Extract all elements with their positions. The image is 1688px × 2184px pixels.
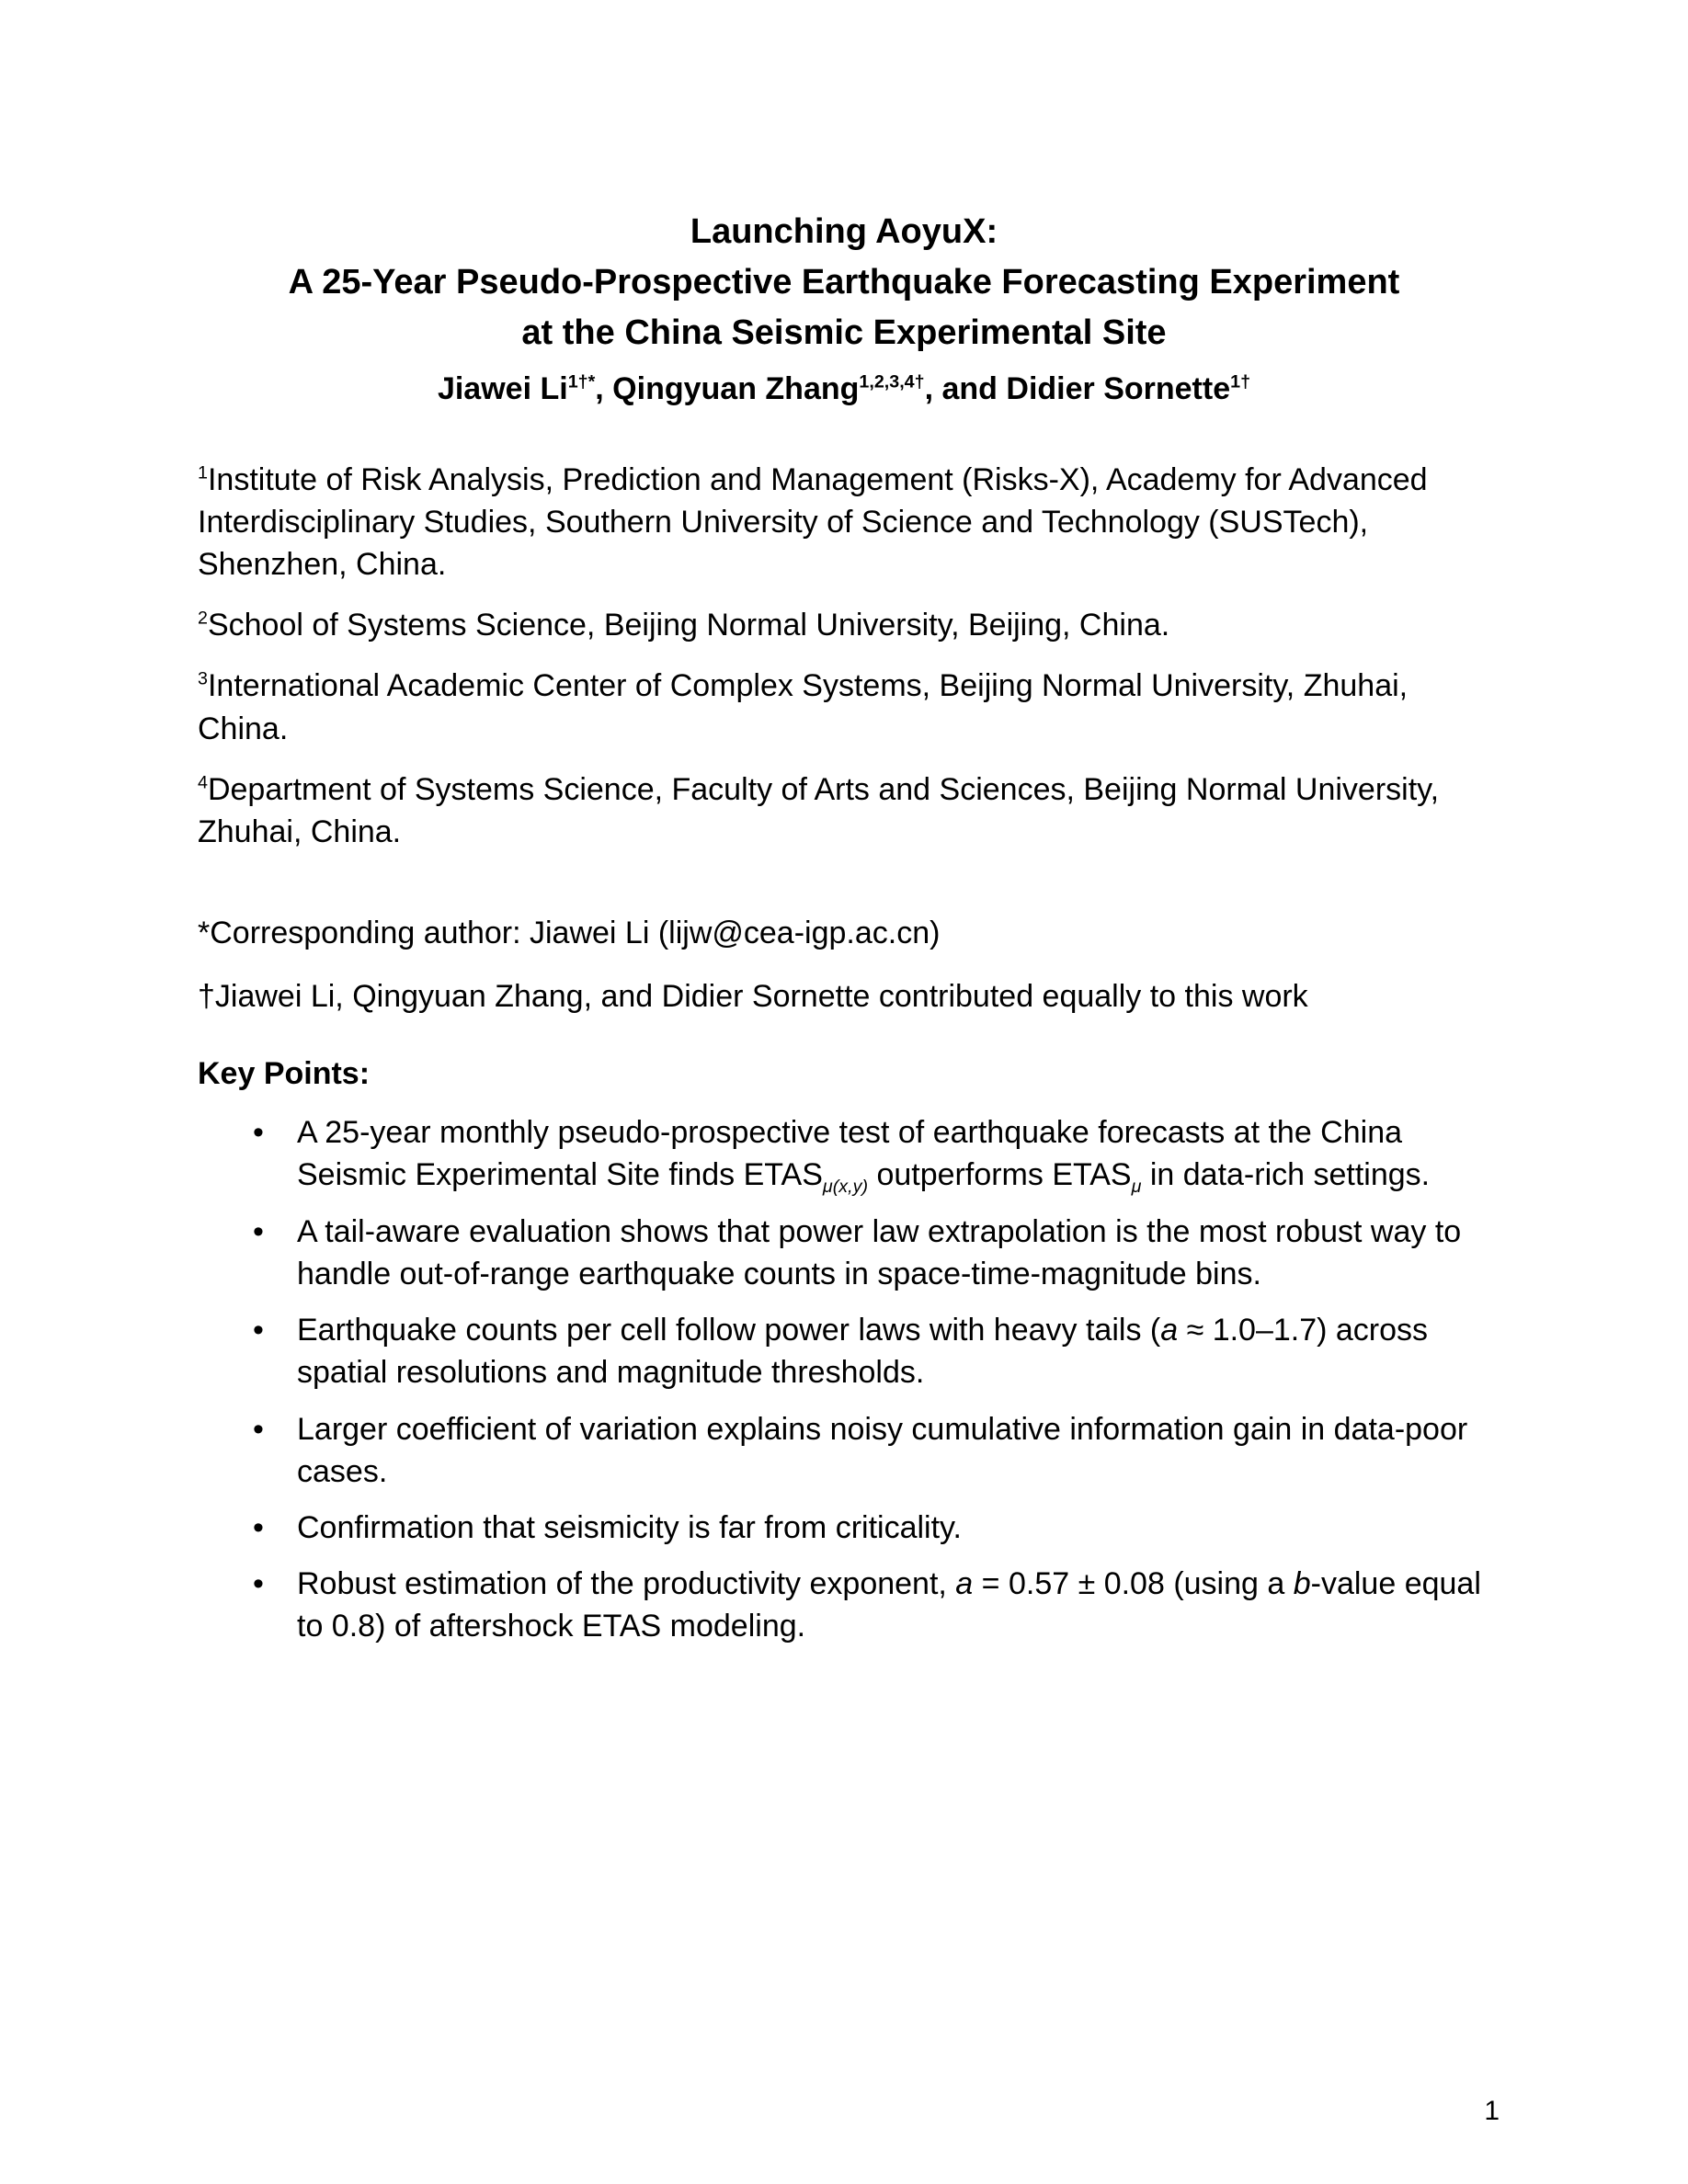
corresponding-author-note: *Corresponding author: Jiawei Li (lijw@cea-igp.ac.cn) [198, 916, 941, 951]
affiliation-3: $^3$International Academic Center of Complex Systems, Beijing Normal University, Zhuhai, China. [198, 668, 1409, 746]
key-point-item-5: • Confirmation that seismicity is far from criticality. [297, 1507, 1490, 1549]
key-point-item-2: • A tail-aware evaluation shows that power law extrapolation is the most robust way to handle out-of-range earthquake counts in space-time-magnitude bins. [297, 1211, 1490, 1295]
equal-contribution-note: †Jiawei Li, Qingyuan Zhang, and Didier Sornette contributed equally to this work [198, 978, 1308, 1014]
key-points-section [198, 1052, 1490, 1648]
title-line-3: at the China Seismic Experimental Site [521, 313, 1167, 353]
key-point-item-3: • Earthquake counts per cell follow power laws with heavy tails (a ≈ 1.0–1.7) across spatial resolutions and magnitude thresholds. [297, 1309, 1490, 1393]
key-point-item-6: • Robust estimation of the productivity exponent, a = 0.57 ± 0.08 (using a b-value equal to 0.8) of aftershock ETAS modeling. [297, 1563, 1490, 1647]
paper-title [198, 207, 1490, 358]
affiliation-1: $^1$Institute of Risk Analysis, Prediction and Management (Risks-X), Academy for Advanced Interdisciplinary Studies, Southern University of Science and Technology (SUSTech), Shenzhen, China. [198, 461, 1428, 582]
author-notes-section [198, 912, 1490, 1017]
key-points-list [198, 1111, 1490, 1648]
title-line-2: A 25-Year Pseudo-Prospective Earthquake Forecasting Experiment [288, 263, 1400, 302]
key-point-item-4: • Larger coefficient of variation explains noisy cumulative information gain in data-poor cases. [297, 1408, 1490, 1493]
key-point-item-1: • A 25-year monthly pseudo-prospective test of earthquake forecasts at the China Seismic Experimental Site finds $ETAS_{\mu(x,y)}$ outperforms $ETAS_\mu$ in data-rich settings. [297, 1111, 1490, 1196]
affiliation-4: $^4$Department of Systems Science, Faculty of Arts and Sciences, Beijing Normal University, Zhuhai, China. [198, 771, 1440, 850]
affiliation-2: $^2$School of Systems Science, Beijing Normal University, Beijing, China. [198, 608, 1170, 643]
paper-header [198, 207, 1490, 411]
affiliations-section [198, 459, 1490, 854]
page-number: 1 [1484, 2096, 1500, 2127]
authors-line: Jiawei $Li^{1\dagger*}$, Qingyuan Zhang$^{1,2,3,4\dagger}$, and Didier Sornette$^{1\dagger}$ [437, 371, 1251, 407]
key-points-heading: Key Points: [198, 1055, 371, 1091]
title-line-1: Launching AoyuX: [690, 212, 998, 251]
